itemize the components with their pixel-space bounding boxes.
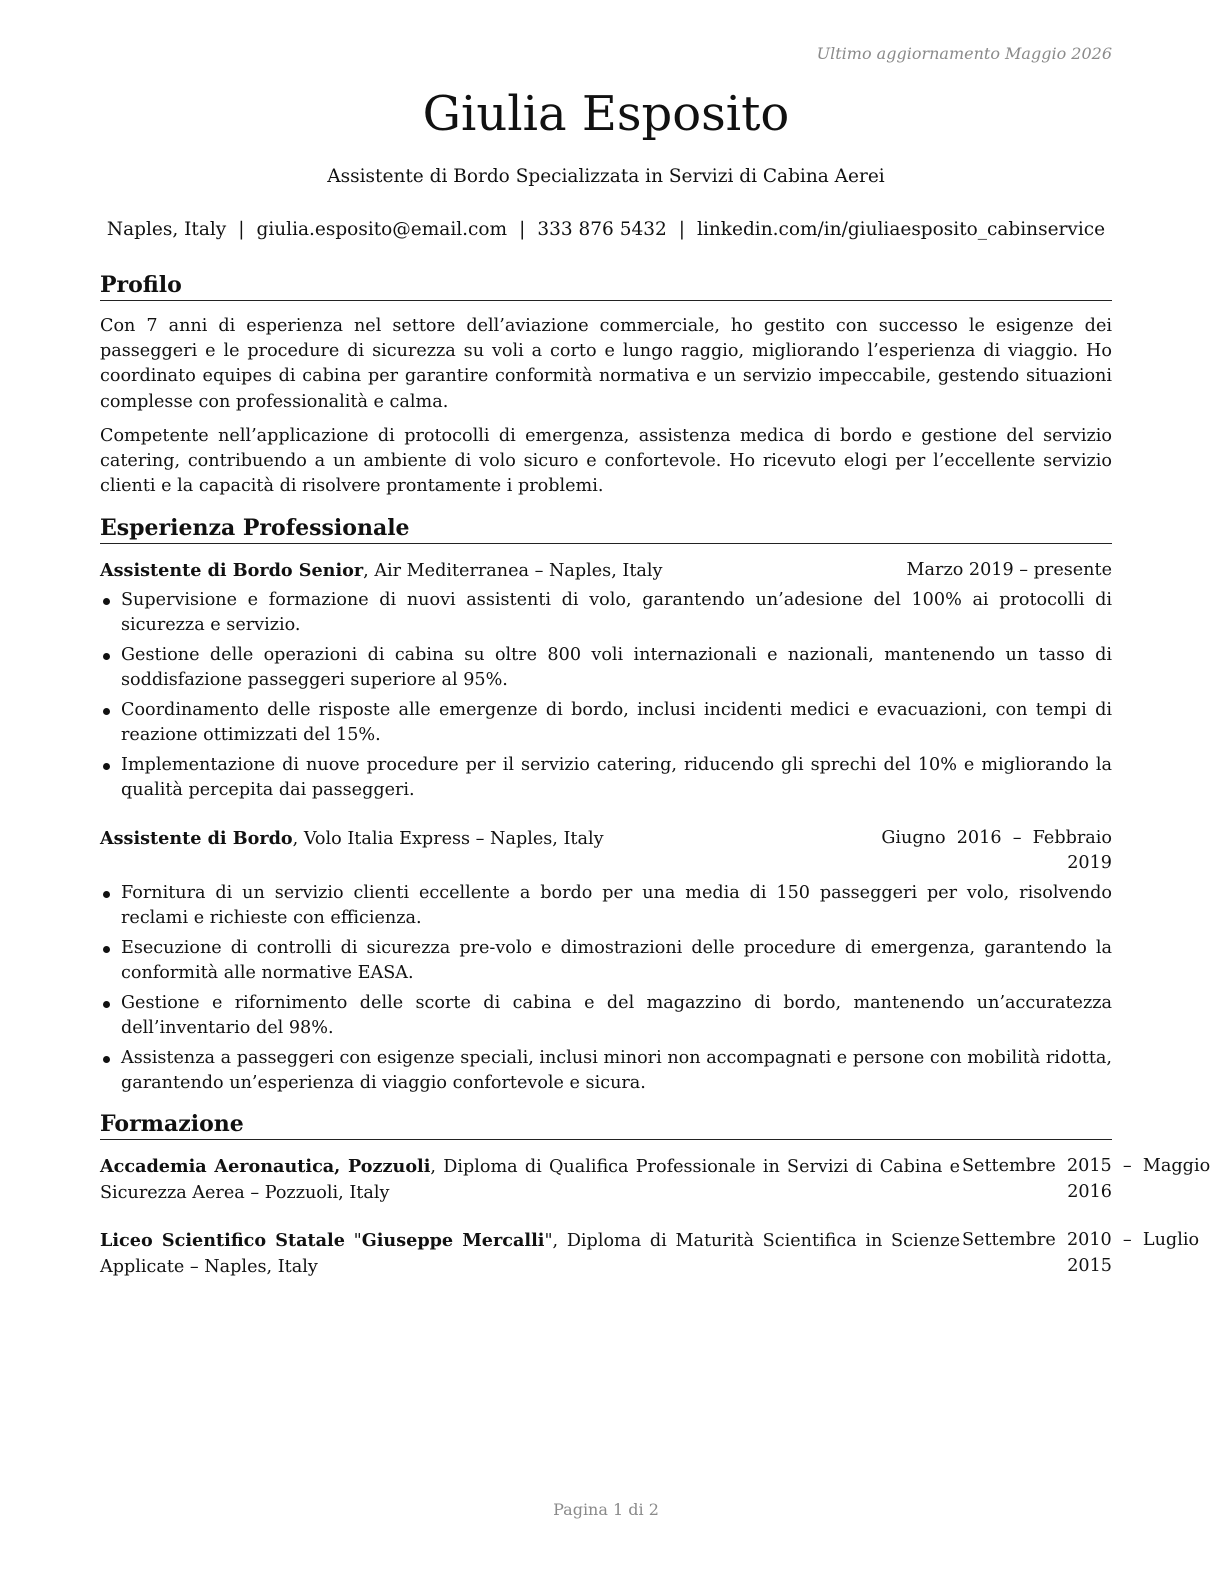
list-item: Gestione e rifornimento delle scorte di cabina e del magazzino di bordo, mantenendo un’accuratezza dell’inventario del 98%. <box>100 991 1112 1041</box>
job-dates-line-2: 2019 <box>1067 853 1112 873</box>
contact-location: Naples, Italy <box>106 219 227 240</box>
education-dates <box>962 1228 1200 1279</box>
education-school-name: Giuseppe Mercalli <box>361 1230 545 1251</box>
profile-paragraph-2: Competente nell’applicazione di protocolli di emergenza, assistenza medica di bordo e gestione del servizio catering, contribuendo a un ambiente di volo sicuro e confortevole. Ho ricevuto elogi per l’eccellente servizio clienti e la capacità di risolvere prontamente i problemi. <box>100 426 1112 497</box>
education-dates-line-1: Settembre 2010 – Luglio <box>962 1230 1200 1250</box>
candidate-name: Giulia Esposito <box>422 86 790 142</box>
education-quote: " <box>344 1231 362 1251</box>
education-dates <box>962 1154 1211 1205</box>
contact-linkedin[interactable]: linkedin.com/in/giuliaesposito_cabinservice <box>697 219 1106 240</box>
job-bullets <box>100 881 1112 1101</box>
job-header <box>100 826 1112 876</box>
job-title: Assistente di Bordo Specializzata in Servizi di Cabina Aerei <box>327 166 885 187</box>
contact-separator: | <box>238 219 245 240</box>
education-detail: ", Diploma di Maturità Scientifica in Scienze Applicate – Naples, Italy <box>100 1231 961 1277</box>
contact-separator: | <box>678 219 686 240</box>
education-school: Accademia Aeronautica, Pozzuoli <box>100 1156 431 1177</box>
list-item: Assistenza a passeggeri con esigenze speciali, inclusi minori non accompagnati e persone con mobilità ridotta, garantendo un’esperienza di viaggio confortevole e sicura. <box>100 1046 1112 1096</box>
job-bullets <box>100 588 1112 808</box>
list-item: Esecuzione di controlli di sicurezza pre-volo e dimostrazioni delle procedure di emergenza, garantendo la conformità alle normative EASA. <box>100 936 1112 986</box>
list-item: Coordinamento delle risposte alle emergenze di bordo, inclusi incidenti medici e evacuazioni, con tempi di reazione ottimizzati del 15%. <box>100 698 1112 748</box>
education-dates-line-2: 2016 <box>1067 1181 1112 1202</box>
education-dates-line-1: Settembre 2015 – Maggio <box>962 1156 1211 1176</box>
last-updated: Ultimo aggiornamento Maggio 2026 <box>816 44 1112 63</box>
list-item: Implementazione di nuove procedure per il servizio catering, riducendo gli sprechi del 10% e migliorando la qualità percepita dai passeggeri. <box>100 753 1112 803</box>
contact-line <box>70 219 1142 240</box>
contact-separator: | <box>519 219 526 240</box>
page-number: Pagina 1 di 2 <box>553 1500 659 1519</box>
education-item <box>100 1154 1211 1206</box>
job-company: , Volo Italia Express – Naples, Italy <box>292 829 604 849</box>
list-item: Fornitura di un servizio clienti eccellente a bordo per una media di 150 passeggeri per volo, risolvendo reclami e richieste con efficienza. <box>100 881 1112 931</box>
contact-phone: 333 876 5432 <box>537 219 667 240</box>
job-company: , Air Mediterranea – Naples, Italy <box>363 561 663 581</box>
contact-email[interactable]: giulia.esposito@email.com <box>256 219 508 240</box>
profile-paragraph-1: Con 7 anni di esperienza nel settore dell’aviazione commerciale, ho gestito con successo le esigenze dei passeggeri e le procedure di sicurezza su voli a corto e lungo raggio, migliorando l’esperienza di viaggio. Ho coordinato equipes di cabina per garantire conformità normativa e un servizio impeccabile, gestendo situazioni complesse con professionalità e calma. <box>100 316 1112 412</box>
job-role: Assistente di Bordo <box>100 828 293 849</box>
section-title-profile: Profilo <box>100 272 1112 301</box>
section-title-experience: Esperienza Professionale <box>100 515 1112 544</box>
education-detail: , Diploma di Qualifica Professionale in Servizi di Cabina e Sicurezza Aerea – Pozzuoli, Italy <box>100 1157 960 1203</box>
education-school: Liceo Scientifico Statale <box>100 1230 345 1251</box>
education-dates-line-2: 2015 <box>1067 1255 1112 1276</box>
job-dates <box>881 826 1112 876</box>
resume-page <box>100 0 1211 1584</box>
list-item: Gestione delle operazioni di cabina su oltre 800 voli internazionali e nazionali, mantenendo un tasso di soddisfazione passeggeri superiore al 95%. <box>100 643 1112 693</box>
education-item <box>100 1228 1200 1280</box>
job-dates: Marzo 2019 – presente <box>906 560 1112 580</box>
list-item: Supervisione e formazione di nuovi assistenti di volo, garantendo un’adesione del 100% ai protocolli di sicurezza e servizio. <box>100 588 1112 638</box>
section-title-education: Formazione <box>100 1111 1112 1140</box>
job-dates-line-1: Giugno 2016 – Febbraio <box>881 828 1112 848</box>
job-header <box>100 558 1112 583</box>
job-role: Assistente di Bordo Senior <box>100 560 364 581</box>
